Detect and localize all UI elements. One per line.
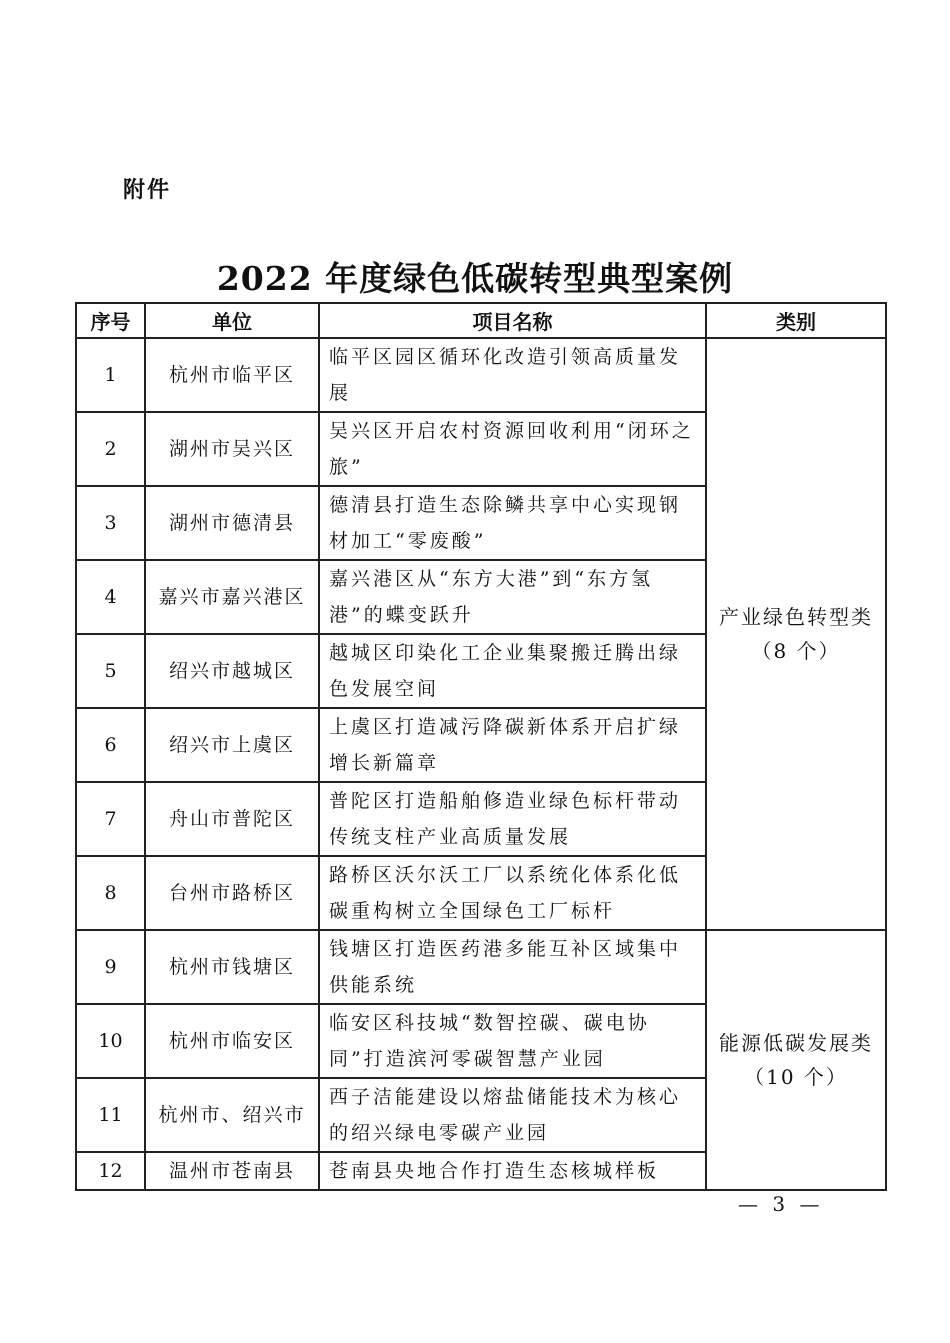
row-unit: 湖州市吴兴区 (145, 412, 319, 486)
cases-table (75, 302, 887, 1191)
table-row (76, 930, 886, 1004)
row-seq: 8 (76, 856, 145, 930)
row-project: 普陀区打造船舶修造业绿色标杆带动传统支柱产业高质量发展 (319, 782, 706, 856)
row-project: 西子洁能建设以熔盐储能技术为核心的绍兴绿电零碳产业园 (319, 1078, 706, 1152)
row-project: 临安区科技城“数智控碳、碳电协同”打造滨河零碳智慧产业园 (319, 1004, 706, 1078)
row-unit: 绍兴市越城区 (145, 634, 319, 708)
row-project: 上虞区打造减污降碳新体系开启扩绿增长新篇章 (319, 708, 706, 782)
header-category: 类别 (706, 303, 886, 338)
row-project: 嘉兴港区从“东方大港”到“东方氢港”的蝶变跃升 (319, 560, 706, 634)
row-seq: 5 (76, 634, 145, 708)
row-seq: 6 (76, 708, 145, 782)
row-unit: 舟山市普陀区 (145, 782, 319, 856)
row-project: 临平区园区循环化改造引领高质量发展 (319, 338, 706, 412)
row-unit: 嘉兴市嘉兴港区 (145, 560, 319, 634)
row-project: 苍南县央地合作打造生态核城样板 (319, 1152, 706, 1190)
row-seq: 11 (76, 1078, 145, 1152)
header-unit: 单位 (145, 303, 319, 338)
row-unit: 湖州市德清县 (145, 486, 319, 560)
category-name: 产业绿色转型类 (719, 605, 873, 629)
header-project: 项目名称 (319, 303, 706, 338)
row-unit: 杭州市、绍兴市 (145, 1078, 319, 1152)
row-unit: 温州市苍南县 (145, 1152, 319, 1190)
category-count: （10 个） (744, 1065, 848, 1089)
row-unit: 杭州市临平区 (145, 338, 319, 412)
row-project: 路桥区沃尔沃工厂以系统化体系化低碳重构树立全国绿色工厂标杆 (319, 856, 706, 930)
page-number: — 3 — (738, 1192, 824, 1216)
row-project: 吴兴区开启农村资源回收利用“闭环之旅” (319, 412, 706, 486)
row-seq: 9 (76, 930, 145, 1004)
row-project: 越城区印染化工企业集聚搬迁腾出绿色发展空间 (319, 634, 706, 708)
category-name: 能源低碳发展类 (719, 1031, 873, 1055)
table-header-row (76, 303, 886, 338)
category-cell (706, 338, 886, 930)
header-seq: 序号 (76, 303, 145, 338)
row-unit: 台州市路桥区 (145, 856, 319, 930)
row-unit: 杭州市临安区 (145, 1004, 319, 1078)
row-seq: 7 (76, 782, 145, 856)
category-cell (706, 930, 886, 1190)
row-seq: 1 (76, 338, 145, 412)
row-seq: 3 (76, 486, 145, 560)
attachment-label: 附件 (123, 178, 172, 203)
row-seq: 12 (76, 1152, 145, 1190)
page-title: 2022 年度绿色低碳转型典型案例 (216, 259, 734, 298)
row-seq: 10 (76, 1004, 145, 1078)
table-row (76, 338, 886, 412)
row-seq: 4 (76, 560, 145, 634)
category-count: （8 个） (751, 639, 841, 663)
row-unit: 绍兴市上虞区 (145, 708, 319, 782)
row-project: 钱塘区打造医药港多能互补区域集中供能系统 (319, 930, 706, 1004)
row-seq: 2 (76, 412, 145, 486)
row-project: 德清县打造生态除鳞共享中心实现钢材加工“零废酸” (319, 486, 706, 560)
row-unit: 杭州市钱塘区 (145, 930, 319, 1004)
